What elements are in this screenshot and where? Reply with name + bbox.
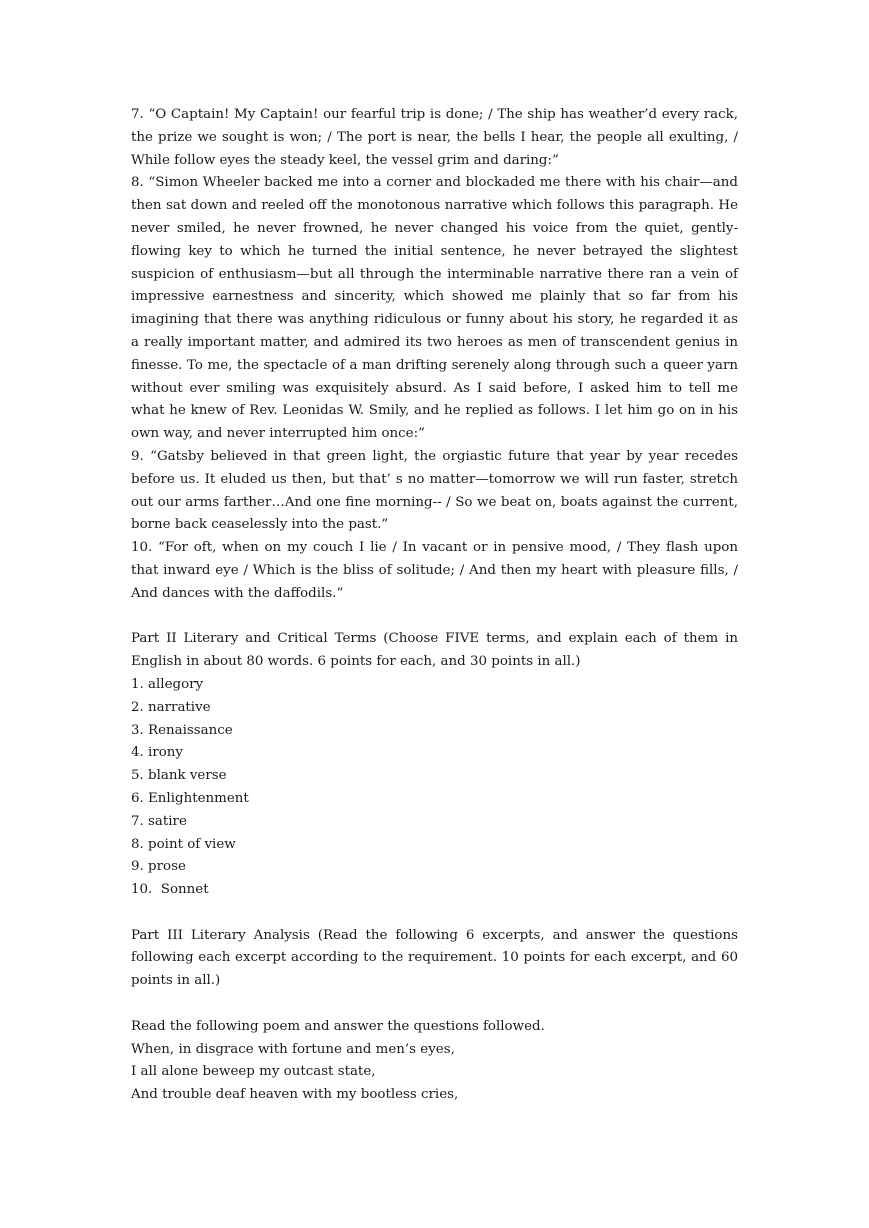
- poem-line: And trouble deaf heaven with my bootless cries,: [131, 1087, 459, 1103]
- item-number: 10.: [131, 540, 153, 556]
- part3-instruction: Read the following poem and answer the questions followed.: [131, 1018, 545, 1034]
- spacer: [131, 606, 738, 629]
- part3-section: [131, 925, 738, 1107]
- document-page: [131, 104, 738, 1107]
- item-number: 8.: [131, 175, 144, 191]
- part1-items: [131, 104, 738, 606]
- term-item: 2. narrative: [131, 699, 211, 715]
- quote-item-10: [131, 537, 738, 605]
- item-text: “Simon Wheeler backed me into a corner and blockaded me there with his chair—and then sat down and reeled off the monotonous narrative which follows this paragraph. He never smiled, he never frowned, he never changed his voice from the quiet, gently-flowing key to which he turned the initial sentence, he never betrayed the slightest suspicion of enthusiasm—but all through the interminable narrative there ran a vein of impressive earnestness and sincerity, which showed me plainly that so far from his imagining that there was anything ridiculous or funny about his story, he regarded it as a really important matter, and admired its two heroes as men of transcendent genius in finesse. To me, the spectacle of a man drifting serenely along through such a queer yarn without ever smiling was exquisitely absurd. As I said before, I asked him to tell me what he knew of Rev. Leonidas W. Smily, and he replied as follows. I let him go on in his own way, and never interrupted him once:”: [131, 175, 738, 442]
- term-item: 8. point of view: [131, 836, 236, 852]
- part2-heading: Part II Literary and Critical Terms (Choose FIVE terms, and explain each of them in English in about 80 words. 6 points for each, and 30 points in all.): [131, 631, 738, 670]
- term-item: 6. Enlightenment: [131, 790, 249, 806]
- poem-line: When, in disgrace with fortune and men’s eyes,: [131, 1041, 455, 1057]
- part3-heading: Part III Literary Analysis (Read the following 6 excerpts, and answer the questions following each excerpt according to the requirement. 10 points for each excerpt, and 60 points in all.): [131, 927, 738, 989]
- term-item: 4. irony: [131, 745, 183, 761]
- term-item: 5. blank verse: [131, 768, 227, 784]
- term-item: 7. satire: [131, 813, 187, 829]
- quote-item-8: [131, 172, 738, 446]
- item-text: “For oft, when on my couch I lie / In vacant or in pensive mood, / They flash upon that inward eye / Which is the bliss of solitude; / And then my heart with pleasure fills, / And dances with the daffodils.”: [131, 540, 738, 601]
- term-item: 9. prose: [131, 859, 186, 875]
- quote-item-7: [131, 104, 738, 172]
- item-number: 9.: [131, 448, 144, 464]
- spacer: [131, 993, 738, 1016]
- term-item: 10. Sonnet: [131, 882, 209, 898]
- part2-section: [131, 628, 738, 902]
- item-text: “Gatsby believed in that green light, the orgiastic future that year by year recedes before us. It eluded us then, but that’ s no matter—tomorrow we will run faster, stretch out our arms farther…And one fine morning-- / So we beat on, boats against the current, borne back ceaselessly into the past.”: [131, 448, 738, 533]
- item-text: “O Captain! My Captain! our fearful trip is done; / The ship has weather’d every rack, the prize we sought is won; / The port is near, the bells I hear, the people all exulting, / While follow eyes the steady keel, the vessel grim and daring:”: [131, 107, 738, 168]
- quote-item-9: [131, 446, 738, 537]
- term-item: 1. allegory: [131, 676, 204, 692]
- spacer: [131, 902, 738, 925]
- poem-line: I all alone beweep my outcast state,: [131, 1064, 376, 1080]
- term-item: 3. Renaissance: [131, 722, 233, 738]
- item-number: 7.: [131, 107, 144, 122]
